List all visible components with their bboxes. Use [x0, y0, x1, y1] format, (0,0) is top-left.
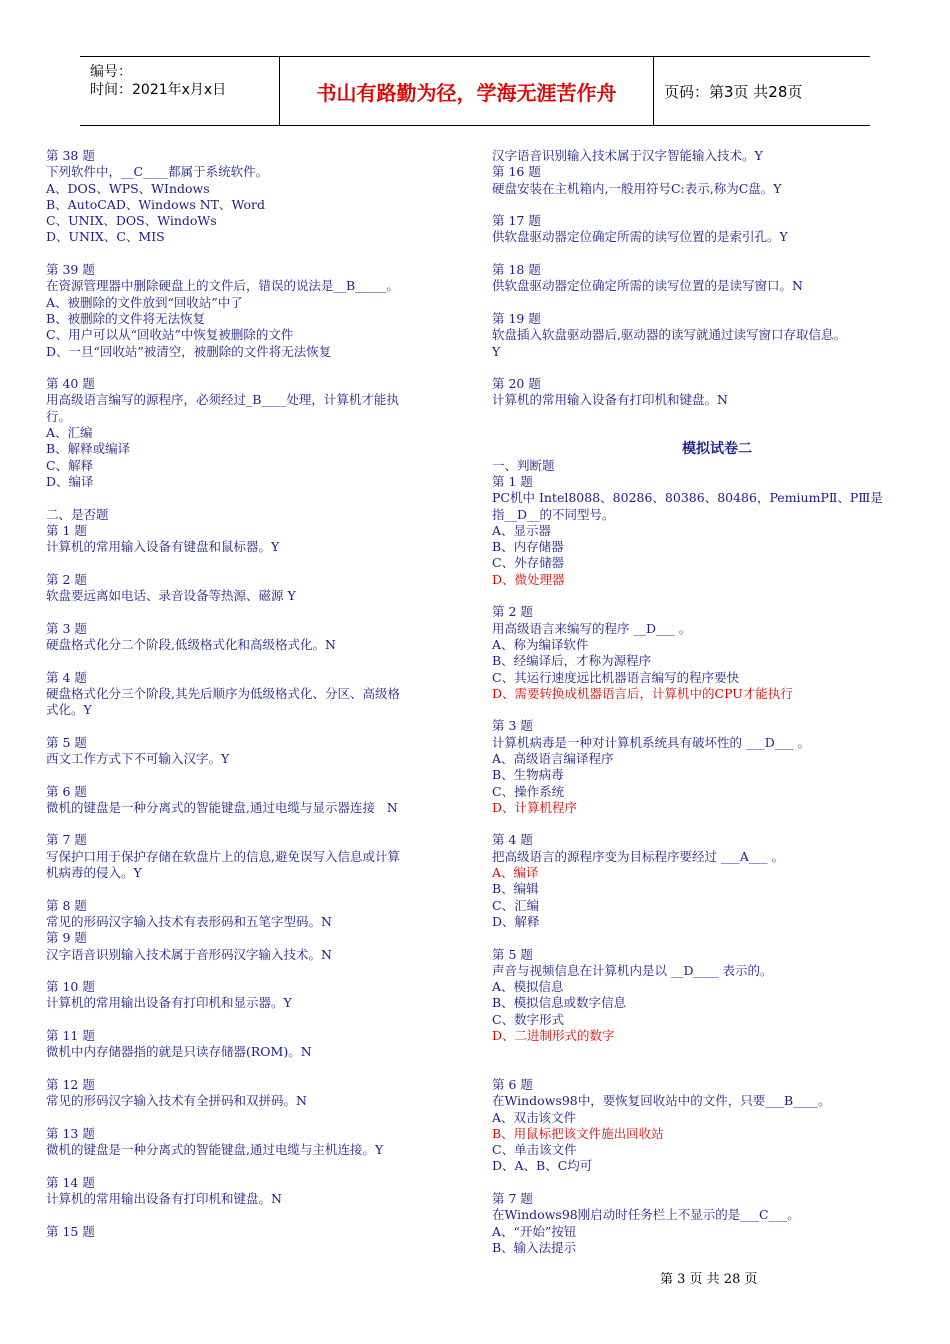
text-line: 指__D__的不同型号。 [492, 506, 615, 522]
text-line: 第 39 题 [46, 262, 95, 278]
text-line: C、汇编 [492, 897, 540, 913]
text-line [46, 246, 456, 262]
text-line [46, 360, 456, 376]
text-line: 在Windows98中，要恢复回收站中的文件，只要___B____。 [492, 1093, 831, 1109]
text-line [46, 767, 456, 783]
text-line [46, 718, 456, 734]
text-line: 微机的键盘是一种分离式的智能键盘,通过电缆与主机连接。Y [46, 1142, 384, 1158]
text-line [46, 1207, 456, 1223]
text-line: B、用鼠标把该文件施出回收站 [492, 1125, 664, 1141]
text-line: 在Windows98刚启动时任务栏上不显示的是___C___。 [492, 1207, 800, 1223]
text-line: C、单击该文件 [492, 1142, 577, 1158]
text-line: 第 6 题 [492, 1076, 533, 1092]
text-line: 常见的形码汉字输入技术有表形码和五笔字型码。N [46, 913, 332, 929]
text-line [492, 1044, 902, 1060]
text-line: 第 6 题 [46, 783, 87, 799]
text-line [46, 604, 456, 620]
text-line: C、操作系统 [492, 783, 565, 799]
text-line: 第 9 题 [46, 930, 87, 946]
text-line: 计算机的常用输入设备有打印机和键盘。N [492, 392, 728, 408]
text-line [492, 425, 902, 441]
text-line: 二、是否题 [46, 506, 109, 522]
text-line [46, 881, 456, 897]
text-line: 第 7 题 [46, 832, 87, 848]
text-line: 行。 [46, 408, 72, 424]
text-line: 硬盘格式化分二个阶段,低级格式化和高级格式化。N [46, 636, 336, 652]
time-label: 时间：2021年x月x日 [90, 82, 227, 98]
text-line: 第 11 题 [46, 1028, 95, 1044]
text-line: 第 20 题 [492, 376, 541, 392]
text-line: A、DOS、WPS、WIndows [46, 180, 210, 196]
header-motto: 书山有路勤为径，学海无涯苦作舟 [280, 57, 654, 125]
text-line: 第 14 题 [46, 1174, 95, 1190]
text-line: 第 40 题 [46, 376, 95, 392]
text-line [492, 360, 902, 376]
text-line: B、内存储器 [492, 539, 564, 555]
text-line: 在资源管理器中删除硬盘上的文件后，错误的说法是__B_____。 [46, 278, 399, 294]
text-line [46, 963, 456, 979]
text-line [46, 816, 456, 832]
text-line: 第 15 题 [46, 1223, 95, 1239]
text-line [46, 1110, 456, 1126]
text-line: B、解释或编译 [46, 441, 131, 457]
text-line: 第 4 题 [492, 832, 533, 848]
text-line: D、A、B、C均可 [492, 1158, 593, 1174]
text-line [46, 490, 456, 506]
text-line: C、UNIX、DOS、WindoWs [46, 213, 217, 229]
text-line: D、一旦“回收站”被清空，被删除的文件将无法恢复 [46, 343, 332, 359]
text-line [492, 1061, 902, 1077]
text-line: 第 18 题 [492, 262, 541, 278]
text-line: 第 19 题 [492, 310, 541, 326]
page-footer: 第 3 页 共 28 页 [660, 1272, 758, 1287]
right-top-block [492, 148, 902, 441]
text-line [46, 653, 456, 669]
text-line: A、汇编 [46, 425, 93, 441]
text-line: 计算机的常用输出设备有打印机和键盘。N [46, 1191, 282, 1206]
text-line [492, 1175, 902, 1191]
text-line [492, 702, 902, 718]
text-line: 第 16 题 [492, 164, 541, 180]
section-title: 模拟试卷二 [682, 441, 752, 458]
text-line: 微机的键盘是一种分离式的智能键盘,通过电缆与显示器连接 N [46, 799, 398, 815]
text-line: B、AutoCAD、Windows NT、Word [46, 196, 265, 212]
text-line: D、二进制形式的数字 [492, 1028, 615, 1044]
text-line: 第 3 题 [46, 620, 87, 636]
text-line: 第 8 题 [46, 897, 87, 913]
text-line: Y [492, 343, 501, 359]
text-line: B、生物病毒 [492, 767, 564, 783]
text-line: 软盘插入软盘驱动器后,驱动器的读写就通过读写窗口存取信息。 [492, 327, 846, 343]
page-header [80, 56, 870, 126]
text-line: D、需要转换成机器语言后，计算机中的CPU才能执行 [492, 685, 793, 701]
text-line: C、用户可以从“回收站”中恢复被删除的文件 [46, 327, 294, 343]
text-line: 第 1 题 [46, 522, 87, 538]
text-line: 第 17 题 [492, 213, 541, 229]
text-line: A、被删除的文件放到“回收站”中了 [46, 294, 243, 310]
text-line: B、经编译后，才称为源程序 [492, 653, 652, 669]
text-line: B、输入法提示 [492, 1239, 577, 1255]
text-line: C、解释 [46, 457, 94, 473]
text-line [492, 409, 902, 425]
text-line: D、微处理器 [492, 571, 565, 587]
text-line [492, 816, 902, 832]
text-line: 写保护口用于保护存储在软盘片上的信息,避免误写入信息或计算 [46, 848, 400, 864]
left-column [46, 148, 456, 1240]
text-line: A、双击该文件 [492, 1109, 577, 1125]
text-line: 第 3 题 [492, 718, 533, 734]
text-line: A、称为编译软件 [492, 636, 589, 652]
text-line: A、编译 [492, 865, 539, 881]
text-line: 下列软件中，__C____都属于系统软件。 [46, 164, 269, 180]
text-line: B、被删除的文件将无法恢复 [46, 310, 206, 326]
text-line: 第 5 题 [46, 734, 87, 750]
text-line [46, 1158, 456, 1174]
text-line: 一、判断题 [492, 457, 555, 473]
text-line: 第 7 题 [492, 1191, 533, 1206]
right-column [492, 148, 902, 1256]
text-line [46, 1012, 456, 1028]
text-line: 硬盘安装在主机箱内,一般用符号C:表示,称为C盘。Y [492, 180, 782, 196]
header-page-info: 页码：第3页 共28页 [664, 82, 803, 101]
text-line: 第 38 题 [46, 148, 95, 163]
text-line: 西文工作方式下不可输入汉字。Y [46, 750, 230, 766]
text-line: 第 4 题 [46, 669, 87, 685]
text-line: A、高级语言编译程序 [492, 750, 614, 766]
text-line [492, 197, 902, 213]
text-line: 第 2 题 [492, 604, 533, 620]
header-meta [80, 57, 280, 125]
text-line: 汉字语音识别输入技术属于汉字智能输入技术。Y [492, 148, 763, 163]
text-line: 第 10 题 [46, 979, 95, 995]
text-line: 声音与视频信息在计算机内是以 __D____ 表示的。 [492, 962, 773, 978]
text-line: 汉字语音识别输入技术属于音形码汉字输入技术。N [46, 946, 332, 962]
text-line: 把高级语言的源程序变为目标程序要经过 ___A___ 。 [492, 848, 784, 864]
text-line: D、解释 [492, 913, 540, 929]
text-line: 式化。Y [46, 702, 92, 718]
text-line: D、计算机程序 [492, 799, 578, 815]
text-line: D、UNIX、C、MIS [46, 229, 165, 245]
text-line: A、模拟信息 [492, 979, 564, 995]
text-line: 第 1 题 [492, 473, 533, 489]
text-line: 计算机的常用输出设备有打印机和显示器。Y [46, 995, 292, 1011]
text-line [492, 246, 902, 262]
text-line [492, 295, 902, 311]
text-line: 第 12 题 [46, 1076, 95, 1092]
text-line [492, 588, 902, 604]
text-line: 硬盘格式化分三个阶段,其先后顺序为低级格式化、分区、高级格 [46, 685, 400, 701]
text-line: A、“开始”按钮 [492, 1223, 577, 1239]
text-line: C、其运行速度远比机器语言编写的程序要快 [492, 669, 740, 685]
text-line: D、编译 [46, 473, 94, 489]
text-line: C、数字形式 [492, 1011, 565, 1027]
text-line: 软盘要远离如电话、录音设备等热源、磁源 Y [46, 588, 296, 604]
right-bottom-block [492, 458, 902, 1257]
text-line: 第 5 题 [492, 946, 533, 962]
text-line [492, 930, 902, 946]
number-label: 编号： [90, 64, 132, 80]
text-line: 第 13 题 [46, 1125, 95, 1141]
text-line: B、编辑 [492, 881, 539, 897]
text-line: B、模拟信息或数字信息 [492, 995, 627, 1011]
text-line: 常见的形码汉字输入技术有全拼码和双拼码。N [46, 1093, 307, 1109]
text-line: C、外存储器 [492, 555, 565, 571]
text-line: 计算机的常用输入设备有键盘和鼠标器。Y [46, 539, 280, 555]
text-line [46, 1061, 456, 1077]
text-line: 第 2 题 [46, 571, 87, 587]
text-line: A、显示器 [492, 522, 552, 538]
text-line: 用高级语言编写的源程序，必须经过_B____处理，计算机才能执 [46, 392, 399, 408]
text-line: 机病毒的侵入。Y [46, 865, 142, 881]
text-line: 微机中内存储器指的就是只读存储器(ROM)。N [46, 1044, 312, 1060]
text-line: 用高级语言来编写的程序 __D___ 。 [492, 620, 692, 636]
text-line: PC机中 Intel8088、80286、80386、80486，PemiumPⅡ、PⅢ是 [492, 490, 883, 506]
text-line [46, 555, 456, 571]
text-line: 计算机病毒是一种对计算机系统具有破坏性的 ___D___ 。 [492, 734, 810, 750]
text-line: 供软盘驱动器定位确定所需的读写位置的是索引孔。Y [492, 229, 788, 245]
text-line: 供软盘驱动器定位确定所需的读写位置的是读写窗口。N [492, 278, 803, 294]
